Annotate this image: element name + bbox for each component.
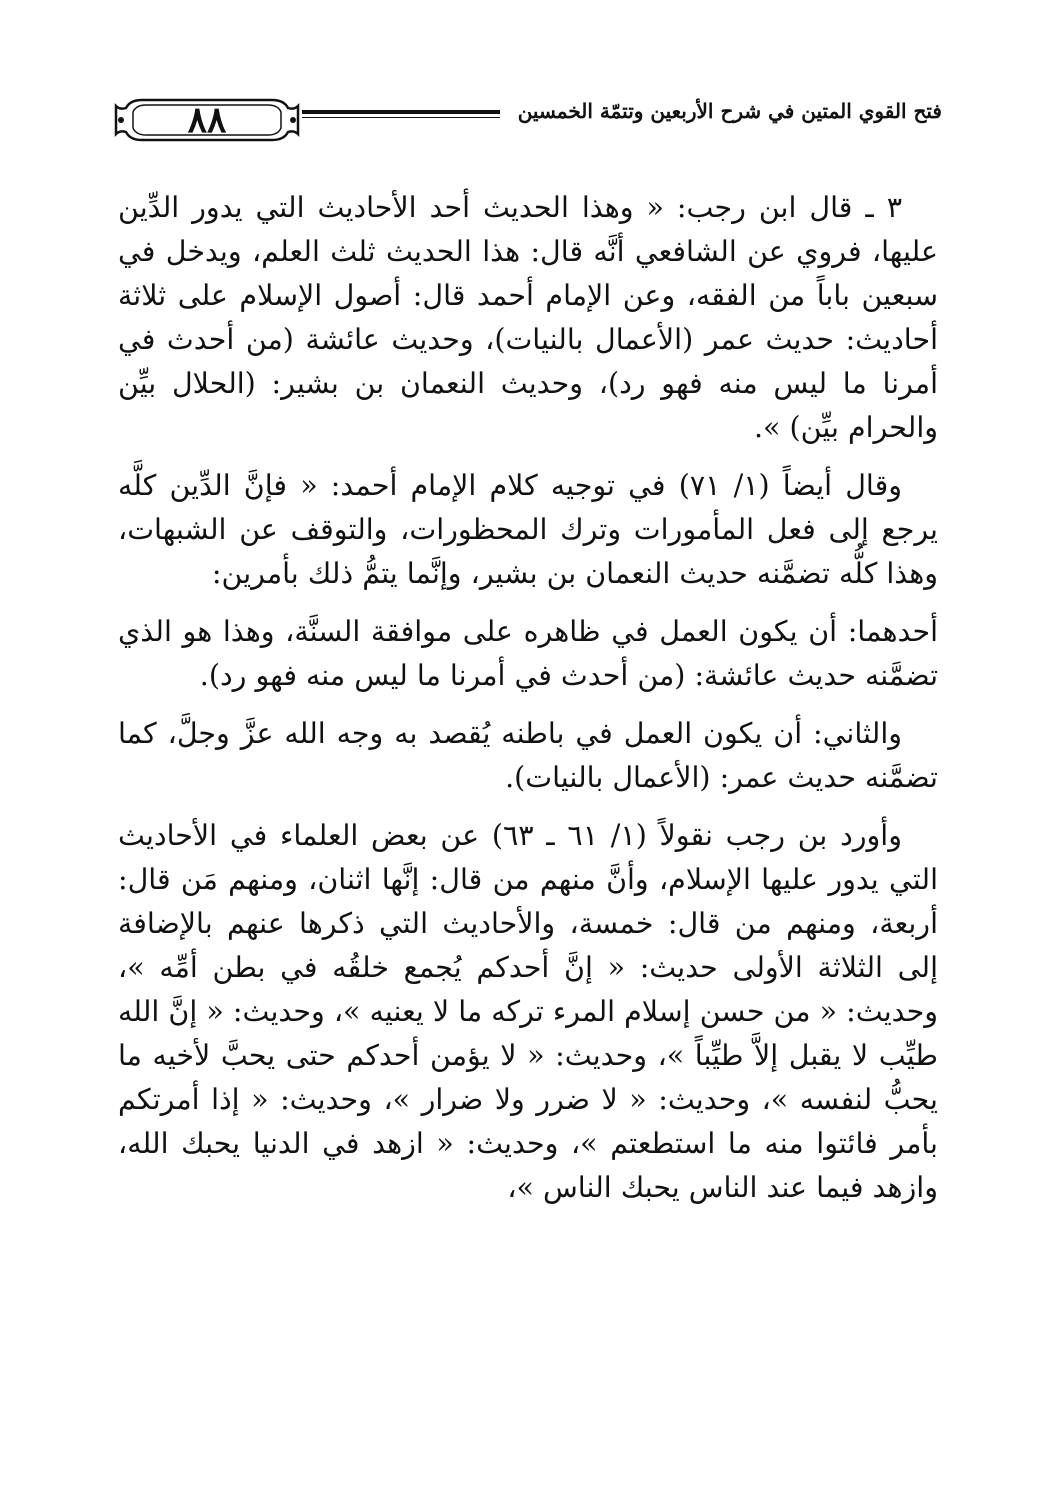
header-rule bbox=[302, 110, 500, 114]
paragraph-core-hadiths-list: وأورد بن رجب نقولاً (١/ ٦١ ـ ٦٣) عن بعض العلماء في الأحاديث التي يدور عليها الإسلام، وأنَّ منهم من قال: إنَّها اثنان، ومنهم مَن قال: أربعة، ومنهم من قال: خمسة، والأحاديث التي ذكرها عنهم بالإضافة إلى الثلاثة الأولى حديث: « إنَّ أحدكم يُجمع خلقُه في بطن أمِّه »، وحديث: « من حسن إسلام المرء تركه ما لا يعنيه »، وحديث: « إنَّ الله طيِّب لا يقبل إلاَّ طيِّباً »، وحديث: « لا يؤمن أحدكم حتى يحبَّ لأخيه ما يحبُّ لنفسه »، وحديث: « لا ضرر ولا ضرار »، وحديث: « إذا أمرتكم بأمر فائتوا منه ما استطعتم »، وحديث: « ازهد في الدنيا يحبك الله، وازهد فيما عند الناس يحبك الناس »، bbox=[118, 819, 938, 1204]
body-text bbox=[118, 186, 938, 1224]
page-header bbox=[112, 96, 942, 152]
running-title: فتح القوي المتين في شرح الأربعين وتتمّة الخمسين bbox=[517, 99, 942, 123]
paragraph-imam-ahmad-explanation: وقال أيضاً (١/ ٧١) في توجيه كلام الإمام أحمد: « فإنَّ الدِّين كلَّه يرجع إلى فعل المأمورات وترك المحظورات، والتوقف عن الشبهات، وهذا كلُّه تضمَّنه حديث النعمان بن بشير، وإنَّما يتمُّ ذلك بأمرين: bbox=[118, 469, 938, 590]
page-number-frame bbox=[112, 96, 302, 144]
paragraph-ibn-rajab-quote: ٣ ـ قال ابن رجب: « وهذا الحديث أحد الأحاديث التي يدور الدِّين عليها، فروي عن الشافعي أنَّه قال: هذا الحديث ثلث العلم، ويدخل في سبعين باباً من الفقه، وعن الإمام أحمد قال: أصول الإسلام على ثلاثة أحاديث: حديث عمر (الأعمال بالنيات)، وحديث عائشة (من أحدث في أمرنا ما ليس منه فهو رد)، وحديث النعمان بن بشير: (الحلال بيِّن والحرام بيِّن) ». bbox=[118, 191, 938, 444]
paragraph-first-condition: أحدهما: أن يكون العمل في ظاهره على موافقة السنَّة، وهذا هو الذي تضمَّنه حديث عائشة: (من أحدث في أمرنا ما ليس منه فهو رد). bbox=[118, 615, 938, 692]
paragraph-second-condition: والثاني: أن يكون العمل في باطنه يُقصد به وجه الله عزَّ وجلَّ، كما تضمَّنه حديث عمر: (الأعمال بالنيات). bbox=[118, 717, 938, 794]
page-number: ٨٨ bbox=[187, 99, 227, 141]
